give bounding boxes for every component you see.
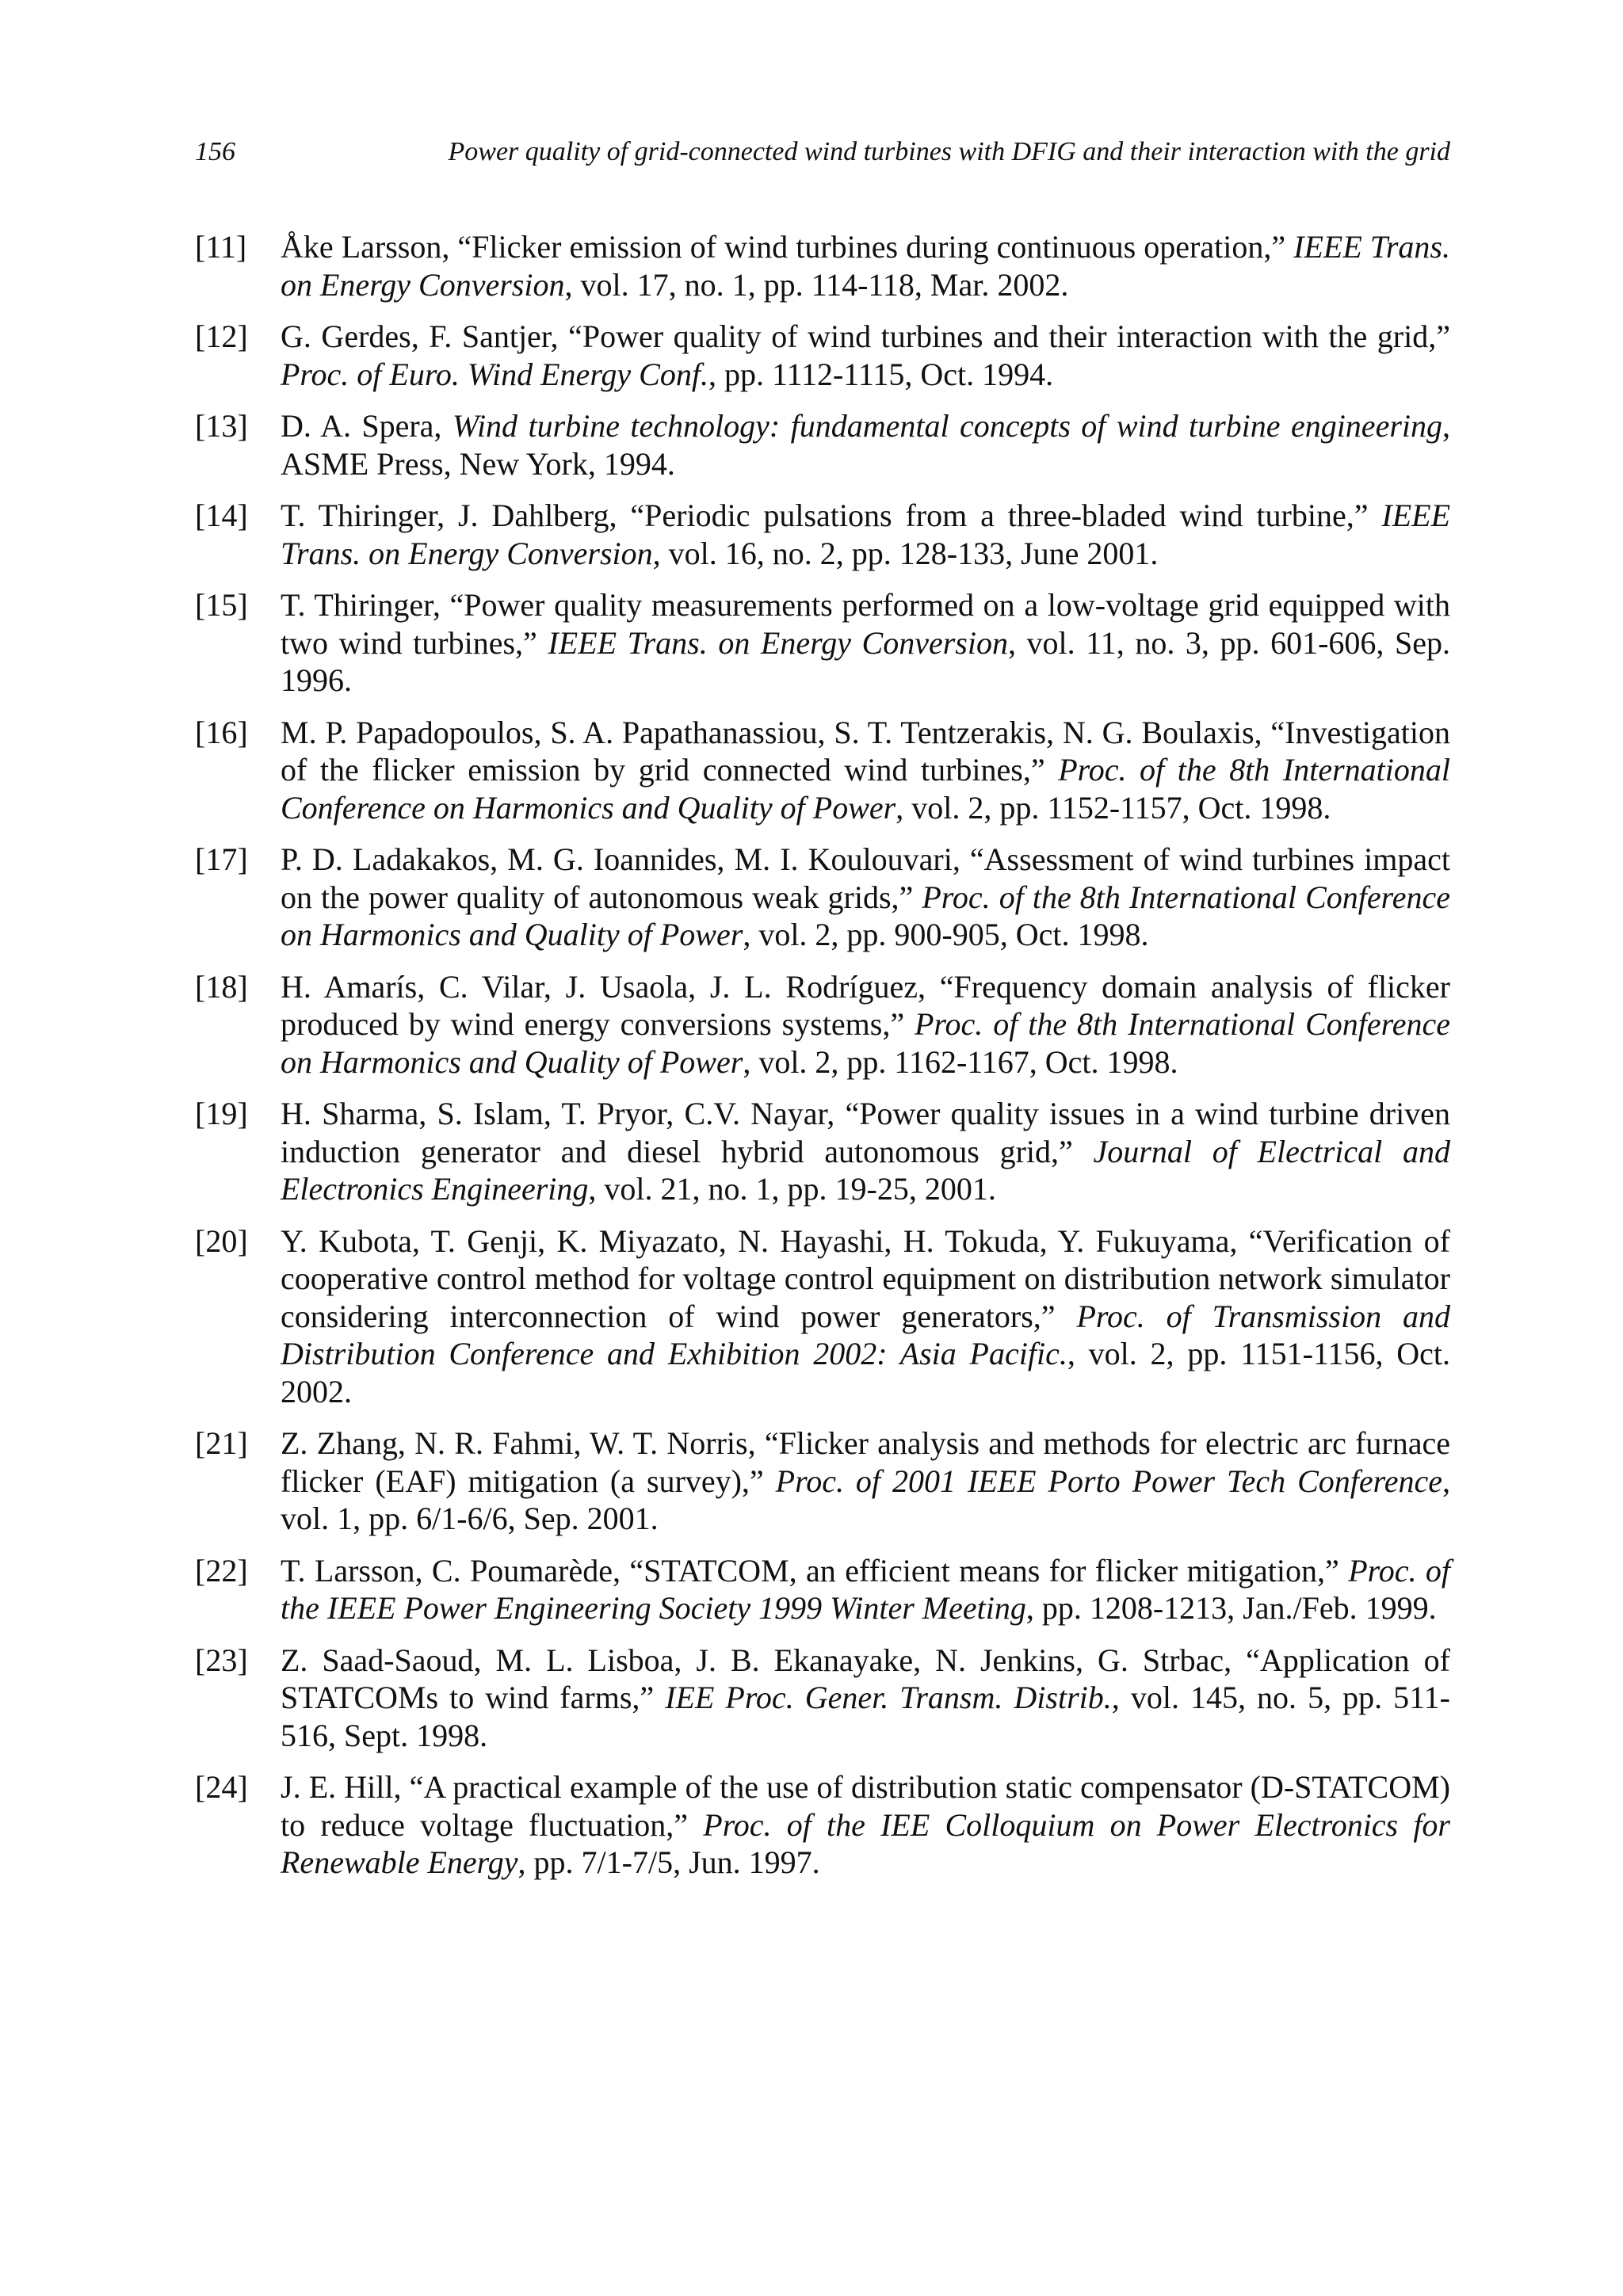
reference-number: [17] xyxy=(195,841,248,877)
reference-text xyxy=(281,714,1450,827)
reference-text-segment: T. Larsson, C. Poumarède, “STATCOM, an efficient means for flicker mitigation,” xyxy=(281,1552,1349,1589)
reference-text-segment: , vol. 17, no. 1, pp. 114-118, Mar. 2002. xyxy=(564,266,1069,303)
reference-source-title: Proc. of the 8th International Conference on Harmonics and Quality of Power xyxy=(281,752,1450,826)
reference-text-segment: , ASME Press, New York, 1994. xyxy=(281,408,1450,482)
reference-source-title: Proc. of Euro. Wind Energy Conf. xyxy=(281,356,708,392)
reference-entry xyxy=(195,1222,1450,1411)
reference-list xyxy=(195,228,1450,1896)
reference-text xyxy=(281,586,1450,700)
reference-entry xyxy=(195,586,1450,700)
reference-text xyxy=(281,1222,1450,1411)
reference-entry xyxy=(195,228,1450,303)
reference-number: [18] xyxy=(195,968,248,1005)
reference-text xyxy=(281,1768,1450,1882)
reference-text-segment: J. E. Hill, “A practical example of the use of distribution static compensator (D-STATCOM) to reduce voltage fluctuation,” xyxy=(281,1769,1450,1843)
page-number: 156 xyxy=(195,137,235,166)
reference-source-title: Wind turbine technology: fundamental concepts of wind turbine engineering xyxy=(452,408,1442,444)
reference-number: [15] xyxy=(195,587,248,623)
reference-text-segment: T. Thiringer, “Power quality measurements performed on a low-voltage grid equipped with two wind turbines,” xyxy=(281,587,1450,661)
reference-number: [22] xyxy=(195,1552,248,1589)
reference-text xyxy=(281,1552,1450,1627)
reference-text-segment: , vol. 2, pp. 900-905, Oct. 1998. xyxy=(743,917,1149,952)
reference-source-title: Journal of Electrical and Electronics Engineering xyxy=(281,1133,1450,1207)
reference-text-segment: Z. Saad-Saoud, M. L. Lisboa, J. B. Ekanayake, N. Jenkins, G. Strbac, “Application of STATCOMs to wind farms,” xyxy=(281,1642,1450,1715)
reference-number: [11] xyxy=(195,229,247,265)
reference-number: [16] xyxy=(195,714,248,750)
running-title: Power quality of grid-connected wind turbines with DFIG and their interaction with the grid xyxy=(448,137,1450,166)
reference-text xyxy=(281,1095,1450,1208)
reference-text-segment: , vol. 2, pp. 1151-1156, Oct. 2002. xyxy=(281,1336,1451,1409)
reference-entry xyxy=(195,968,1450,1081)
reference-source-title: IEEE Trans. on Energy Conversion xyxy=(548,624,1008,661)
reference-text xyxy=(281,228,1450,303)
reference-text xyxy=(281,1425,1450,1538)
reference-source-title: Proc. of 2001 IEEE Porto Power Tech Conference xyxy=(775,1463,1442,1499)
reference-text xyxy=(281,841,1450,954)
reference-text-segment: , vol. 16, no. 2, pp. 128-133, June 2001. xyxy=(652,535,1159,571)
reference-text xyxy=(281,407,1450,482)
reference-number: [13] xyxy=(195,408,248,444)
reference-text-segment: , pp. 1112-1115, Oct. 1994. xyxy=(708,356,1054,392)
reference-text xyxy=(281,968,1450,1081)
reference-text-segment: H. Sharma, S. Islam, T. Pryor, C.V. Nayar, “Power quality issues in a wind turbine driven induction generator and diesel hybrid autonomous grid,” xyxy=(281,1096,1450,1169)
reference-text-segment: M. P. Papadopoulos, S. A. Papathanassiou, S. T. Tentzerakis, N. G. Boulaxis, “Investigation of the flicker emission by grid connected wind turbines,” xyxy=(281,714,1450,788)
reference-entry xyxy=(195,1642,1450,1755)
reference-text-segment: , vol. 2, pp. 1162-1167, Oct. 1998. xyxy=(743,1043,1178,1080)
reference-text-segment: , vol. 1, pp. 6/1-6/6, Sep. 2001. xyxy=(281,1463,1450,1536)
reference-text-segment: Åke Larsson, “Flicker emission of wind turbines during continuous operation,” xyxy=(281,229,1294,265)
reference-text xyxy=(281,497,1450,572)
reference-number: [20] xyxy=(195,1222,248,1259)
reference-source-title: Proc. of Transmission and Distribution Conference and Exhibition 2002: Asia Pacific. xyxy=(281,1298,1450,1371)
reference-text-segment: , vol. 11, no. 3, pp. 601-606, Sep. 1996. xyxy=(281,624,1451,698)
reference-text-segment: H. Amarís, C. Vilar, J. Usaola, J. L. Rodríguez, “Frequency domain analysis of flicker produced by wind energy conversions systems,” xyxy=(281,968,1450,1042)
reference-text-segment: Y. Kubota, T. Genji, K. Miyazato, N. Hayashi, H. Tokuda, Y. Fukuyama, “Verification of cooperative control method for voltage control equipment on distribution network simulator considering interconnection of wind power generators,” xyxy=(281,1222,1450,1334)
reference-entry xyxy=(195,1425,1450,1538)
reference-entry xyxy=(195,714,1450,827)
reference-source-title: Proc. of the IEEE Power Engineering Society 1999 Winter Meeting xyxy=(281,1552,1450,1626)
reference-text xyxy=(281,1642,1450,1755)
reference-number: [19] xyxy=(195,1096,248,1131)
reference-text-segment: T. Thiringer, J. Dahlberg, “Periodic pulsations from a three-bladed wind turbine,” xyxy=(281,498,1382,533)
reference-text-segment: P. D. Ladakakos, M. G. Ioannides, M. I. Koulouvari, “Assessment of wind turbines impact on the power quality of autonomous weak grids,” xyxy=(281,841,1450,915)
reference-source-title: IEE Proc. Gener. Transm. Distrib. xyxy=(665,1680,1112,1715)
reference-text-segment: , vol. 145, no. 5, pp. 511-516, Sept. 1998. xyxy=(281,1680,1450,1753)
reference-entry xyxy=(195,1768,1450,1882)
reference-text-segment: , vol. 21, no. 1, pp. 19-25, 2001. xyxy=(588,1171,996,1207)
reference-text xyxy=(281,318,1450,393)
reference-number: [24] xyxy=(195,1769,248,1805)
reference-text-segment: , pp. 7/1-7/5, Jun. 1997. xyxy=(517,1844,820,1880)
reference-entry xyxy=(195,1095,1450,1208)
reference-text-segment: , vol. 2, pp. 1152-1157, Oct. 1998. xyxy=(896,789,1331,826)
reference-number: [21] xyxy=(195,1425,248,1461)
running-header xyxy=(195,133,1450,171)
reference-number: [12] xyxy=(195,318,248,354)
reference-source-title: IEEE Trans. on Energy Conversion xyxy=(281,229,1450,303)
reference-number: [14] xyxy=(195,498,248,533)
reference-entry xyxy=(195,497,1450,572)
reference-source-title: Proc. of the 8th International Conference on Harmonics and Quality of Power xyxy=(281,1006,1450,1080)
reference-text-segment: G. Gerdes, F. Santjer, “Power quality of wind turbines and their interaction with the grid,” xyxy=(281,318,1450,354)
reference-entry xyxy=(195,407,1450,482)
reference-entry xyxy=(195,1552,1450,1627)
reference-number: [23] xyxy=(195,1642,248,1678)
reference-entry xyxy=(195,841,1450,954)
reference-text-segment: Z. Zhang, N. R. Fahmi, W. T. Norris, “Flicker analysis and methods for electric arc furnace flicker (EAF) mitigation (a survey),” xyxy=(281,1425,1450,1499)
reference-text-segment: , pp. 1208-1213, Jan./Feb. 1999. xyxy=(1025,1590,1437,1626)
reference-source-title: IEEE Trans. on Energy Conversion xyxy=(281,498,1450,571)
reference-source-title: Proc. of the 8th International Conference on Harmonics and Quality of Power xyxy=(281,879,1450,952)
reference-text-segment: D. A. Spera, xyxy=(281,408,453,444)
reference-entry xyxy=(195,318,1450,393)
reference-source-title: Proc. of the IEE Colloquium on Power Electronics for Renewable Energy xyxy=(281,1806,1450,1880)
